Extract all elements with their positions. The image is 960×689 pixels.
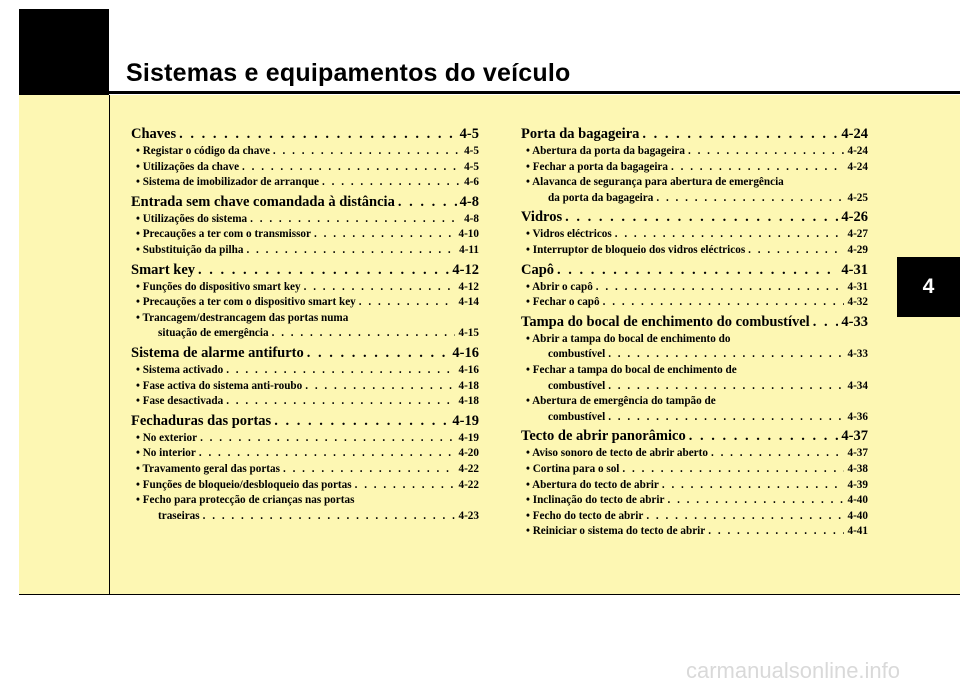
- toc-subsection-entry[interactable]: [131, 160, 479, 176]
- toc-entry-text: • Fechar o capô: [526, 296, 600, 309]
- toc-entry-text: • Abertura da porta da bagageira: [526, 145, 685, 157]
- dot-leader: [622, 462, 844, 478]
- dot-leader: [688, 144, 845, 160]
- toc-page-number: 4-11: [459, 243, 479, 256]
- toc-entry-text: • Precauções a ter com o transmissor: [136, 228, 311, 241]
- corner-black-block: [19, 9, 109, 95]
- dot-leader: [656, 191, 844, 207]
- toc-section-entry[interactable]: [521, 426, 868, 446]
- toc-entry-text: • Aviso sonoro de tecto de abrir aberto: [526, 447, 708, 460]
- toc-subsection-entry[interactable]: [521, 509, 868, 525]
- toc-entry-text: • Abertura de emergência do tampão de: [526, 395, 716, 408]
- toc-section-entry[interactable]: [521, 312, 868, 332]
- dot-leader: [689, 426, 839, 446]
- toc-page-number: 4-12: [452, 261, 479, 278]
- chapter-tab[interactable]: 4: [897, 257, 960, 317]
- dot-leader: [662, 478, 845, 494]
- toc-page-number: 4-37: [847, 447, 868, 460]
- toc-subsection-entry[interactable]: [131, 478, 479, 494]
- dot-leader: [203, 509, 456, 525]
- toc-page-number: 4-5: [459, 126, 479, 142]
- toc-subsection-entry[interactable]: [521, 379, 868, 395]
- toc-subsection-entry[interactable]: [131, 379, 479, 395]
- toc-page-number: 4-16: [452, 344, 479, 361]
- margin-line: [109, 95, 110, 594]
- dot-leader: [565, 207, 838, 227]
- toc-entry-text: • No interior: [136, 447, 196, 460]
- toc-page-number: 4-36: [847, 410, 868, 423]
- toc-section-entry[interactable]: [521, 207, 868, 227]
- toc-column-left: [131, 123, 479, 524]
- dot-leader: [748, 243, 844, 259]
- toc-entry-text: • Cortina para o sol: [526, 462, 620, 475]
- page-title: Sistemas e equipamentos do veículo: [126, 59, 571, 87]
- toc-entry-text: combustível: [548, 348, 606, 361]
- toc-entry-text: combustível: [548, 410, 606, 423]
- toc-subsection-entry[interactable]: [131, 509, 479, 525]
- toc-page-number: 4-26: [841, 209, 868, 226]
- dot-leader: [355, 478, 456, 494]
- toc-page-number: 4-33: [841, 313, 868, 330]
- toc-entry-text: Entrada sem chave comandada à distância: [131, 193, 395, 210]
- dot-leader: [305, 379, 455, 395]
- toc-entry-text: • Fecho do tecto de abrir: [526, 509, 644, 522]
- toc-entry-text: Capô: [521, 261, 555, 278]
- dot-leader: [642, 124, 838, 144]
- toc-entry-text: • Utilizações do sistema: [136, 212, 248, 225]
- toc-subsection-entry[interactable]: [521, 524, 868, 540]
- toc-page-number: 4-23: [458, 509, 479, 522]
- toc-entry-text: • No exterior: [136, 431, 198, 444]
- toc-page-number: 4-24: [847, 145, 868, 157]
- toc-subsection-entry[interactable]: [131, 363, 479, 379]
- toc-column-right: [521, 123, 868, 540]
- toc-entry-text: situação de emergência: [158, 327, 269, 340]
- toc-subsection-entry[interactable]: [521, 227, 868, 243]
- dot-leader: [199, 446, 456, 462]
- toc-subsection-entry[interactable]: [521, 394, 868, 410]
- toc-subsection-entry[interactable]: [131, 295, 479, 311]
- toc-page-number: 4-19: [452, 412, 479, 429]
- dot-leader: [667, 493, 844, 509]
- toc-entry-text: Porta da bagageira: [521, 126, 640, 142]
- bottom-rule: [19, 594, 960, 595]
- toc-entry-text: • Vidros eléctricos: [526, 228, 612, 241]
- dot-leader: [198, 260, 449, 280]
- toc-entry-text: • Utilizações da chave: [136, 160, 240, 173]
- toc-page-number: 4-10: [458, 228, 479, 241]
- toc-page-number: 4-24: [841, 126, 868, 142]
- toc-page-number: 4-38: [847, 462, 868, 475]
- toc-subsection-entry[interactable]: [131, 311, 479, 327]
- toc-page-number: 4-31: [847, 280, 868, 293]
- toc-entry-text: • Registar o código da chave: [136, 145, 270, 157]
- toc-entry-text: • Precauções a ter com o dispositivo smart key: [136, 296, 356, 309]
- toc-subsection-entry[interactable]: [131, 243, 479, 259]
- toc-subsection-entry[interactable]: [521, 160, 868, 176]
- toc-page-number: 4-32: [847, 296, 868, 309]
- dot-leader: [615, 227, 845, 243]
- dot-leader: [557, 260, 838, 280]
- dot-leader: [398, 192, 457, 212]
- toc-entry-text: • Funções de bloqueio/desbloqueio das portas: [136, 478, 352, 491]
- dot-leader: [813, 312, 839, 332]
- toc-subsection-entry[interactable]: [131, 212, 479, 228]
- toc-subsection-entry[interactable]: [131, 462, 479, 478]
- dot-leader: [307, 343, 450, 363]
- toc-entry-text: • Substituição da pilha: [136, 243, 244, 256]
- toc-subsection-entry[interactable]: [131, 227, 479, 243]
- dot-leader: [708, 524, 844, 540]
- toc-subsection-entry[interactable]: [131, 326, 479, 342]
- toc-page-number: 4-19: [458, 431, 479, 444]
- dot-leader: [272, 326, 456, 342]
- toc-page-number: 4-31: [841, 261, 868, 278]
- toc-entry-text: • Travamento geral das portas: [136, 462, 280, 475]
- toc-entry-text: Sistema de alarme antifurto: [131, 344, 304, 361]
- dot-leader: [246, 243, 456, 259]
- toc-subsection-entry[interactable]: [521, 191, 868, 207]
- dot-leader: [359, 295, 456, 311]
- toc-subsection-entry[interactable]: [521, 332, 868, 348]
- toc-subsection-entry[interactable]: [131, 446, 479, 462]
- toc-entry-text: da porta da bagageira: [548, 191, 654, 204]
- toc-page-number: 4-20: [458, 447, 479, 460]
- dot-leader: [250, 212, 461, 228]
- toc-entry-text: Smart key: [131, 261, 196, 278]
- toc-subsection-entry[interactable]: [131, 280, 479, 296]
- dot-leader: [179, 124, 457, 144]
- toc-page-number: 4-34: [847, 379, 868, 392]
- toc-page-number: 4-29: [847, 243, 868, 256]
- toc-entry-text: Vidros: [521, 209, 563, 226]
- toc-entry-text: traseiras: [158, 509, 200, 522]
- toc-entry-text: • Fase desactivada: [136, 395, 224, 408]
- toc-subsection-entry[interactable]: [521, 462, 868, 478]
- toc-subsection-entry[interactable]: [521, 478, 868, 494]
- toc-section-entry[interactable]: [131, 124, 479, 144]
- toc-entry-text: • Abrir o capô: [526, 280, 593, 293]
- dot-leader: [671, 160, 844, 176]
- toc-entry-text: Tecto de abrir panorâmico: [521, 428, 686, 445]
- toc-entry-text: • Fase activa do sistema anti-roubo: [136, 379, 303, 392]
- dot-leader: [608, 347, 844, 363]
- toc-entry-text: • Fechar a porta da bagageira: [526, 160, 668, 173]
- toc-entry-text: • Sistema de imobilizador de arranque: [136, 176, 320, 189]
- toc-subsection-entry[interactable]: [131, 144, 479, 160]
- dot-leader: [314, 227, 455, 243]
- dot-leader: [226, 394, 455, 410]
- dot-leader: [322, 175, 461, 191]
- toc-page-number: 4-24: [847, 160, 868, 173]
- toc-page-number: 4-37: [841, 428, 868, 445]
- toc-section-entry[interactable]: [521, 260, 868, 280]
- dot-leader: [226, 363, 455, 379]
- toc-entry-text: • Abrir a tampa do bocal de enchimento do: [526, 332, 731, 345]
- dot-leader: [242, 160, 461, 176]
- watermark: carmanualsonline.info: [686, 658, 901, 683]
- toc-subsection-entry[interactable]: [521, 493, 868, 509]
- toc-subsection-entry[interactable]: [521, 175, 868, 191]
- dot-leader: [711, 446, 845, 462]
- toc-entry-text: • Trancagem/destrancagem das portas numa: [136, 311, 349, 324]
- toc-entry-text: • Funções do dispositivo smart key: [136, 280, 301, 293]
- toc-page-number: 4-8: [464, 212, 479, 225]
- toc-page-number: 4-16: [458, 363, 479, 376]
- dot-leader: [200, 431, 455, 447]
- title-rule: [109, 91, 960, 94]
- toc-page-number: 4-6: [464, 176, 479, 189]
- toc-subsection-entry[interactable]: [521, 280, 868, 296]
- toc-section-entry[interactable]: [131, 411, 479, 431]
- dot-leader: [603, 295, 845, 311]
- toc-entry-text: • Alavanca de segurança para abertura de emergência: [526, 176, 784, 189]
- toc-page-number: 4-5: [464, 160, 479, 173]
- toc-page-number: 4-22: [458, 478, 479, 491]
- dot-leader: [608, 379, 844, 395]
- toc-subsection-entry[interactable]: [131, 175, 479, 191]
- dot-leader: [646, 509, 844, 525]
- dot-leader: [596, 280, 845, 296]
- toc-subsection-entry[interactable]: [521, 347, 868, 363]
- toc-subsection-entry[interactable]: [131, 394, 479, 410]
- toc-subsection-entry[interactable]: [521, 363, 868, 379]
- toc-page-number: 4-33: [847, 348, 868, 361]
- toc-section-entry[interactable]: [131, 260, 479, 280]
- toc-page-number: 4-39: [847, 478, 868, 491]
- toc-entry-text: Tampa do bocal de enchimento do combustível: [521, 313, 810, 330]
- toc-entry-text: • Fecho para protecção de crianças nas portas: [136, 494, 355, 507]
- toc-subsection-entry[interactable]: [131, 431, 479, 447]
- toc-page-number: 4-8: [459, 193, 479, 210]
- dot-leader: [274, 411, 449, 431]
- toc-page-number: 4-22: [458, 462, 479, 475]
- toc-entry-text: • Interruptor de bloqueio dos vidros eléctricos: [526, 243, 746, 256]
- toc-page-number: 4-40: [847, 509, 868, 522]
- toc-entry-text: • Fechar a tampa do bocal de enchimento de: [526, 363, 737, 376]
- toc-entry-text: • Abertura do tecto de abrir: [526, 478, 659, 491]
- toc-page-number: 4-41: [847, 525, 868, 538]
- toc-entry-text: Fechaduras das portas: [131, 412, 272, 429]
- toc-subsection-entry[interactable]: [521, 446, 868, 462]
- toc-subsection-entry[interactable]: [521, 144, 868, 160]
- dot-leader: [304, 280, 456, 296]
- toc-subsection-entry[interactable]: [521, 295, 868, 311]
- toc-page-number: 4-25: [847, 191, 868, 204]
- toc-page-number: 4-12: [458, 280, 479, 293]
- toc-subsection-entry[interactable]: [521, 410, 868, 426]
- toc-section-entry[interactable]: [131, 343, 479, 363]
- toc-entry-text: combustível: [548, 379, 606, 392]
- dot-leader: [283, 462, 456, 478]
- toc-page-number: 4-27: [847, 228, 868, 241]
- toc-subsection-entry[interactable]: [131, 493, 479, 509]
- toc-section-entry[interactable]: [521, 124, 868, 144]
- toc-entry-text: • Sistema activado: [136, 363, 224, 376]
- toc-entry-text: • Reiniciar o sistema do tecto de abrir: [526, 525, 706, 538]
- toc-page-number: 4-14: [458, 296, 479, 309]
- toc-entry-text: • Inclinação do tecto de abrir: [526, 494, 665, 507]
- toc-section-entry[interactable]: [131, 192, 479, 212]
- toc-page-number: 4-15: [458, 327, 479, 340]
- dot-leader: [273, 144, 461, 160]
- toc-page-number: 4-18: [458, 395, 479, 408]
- toc-page-number: 4-5: [464, 145, 479, 157]
- dot-leader: [608, 410, 844, 426]
- toc-page-number: 4-40: [847, 494, 868, 507]
- toc-entry-text: Chaves: [131, 126, 177, 142]
- toc-subsection-entry[interactable]: [521, 243, 868, 259]
- toc-page-number: 4-18: [458, 379, 479, 392]
